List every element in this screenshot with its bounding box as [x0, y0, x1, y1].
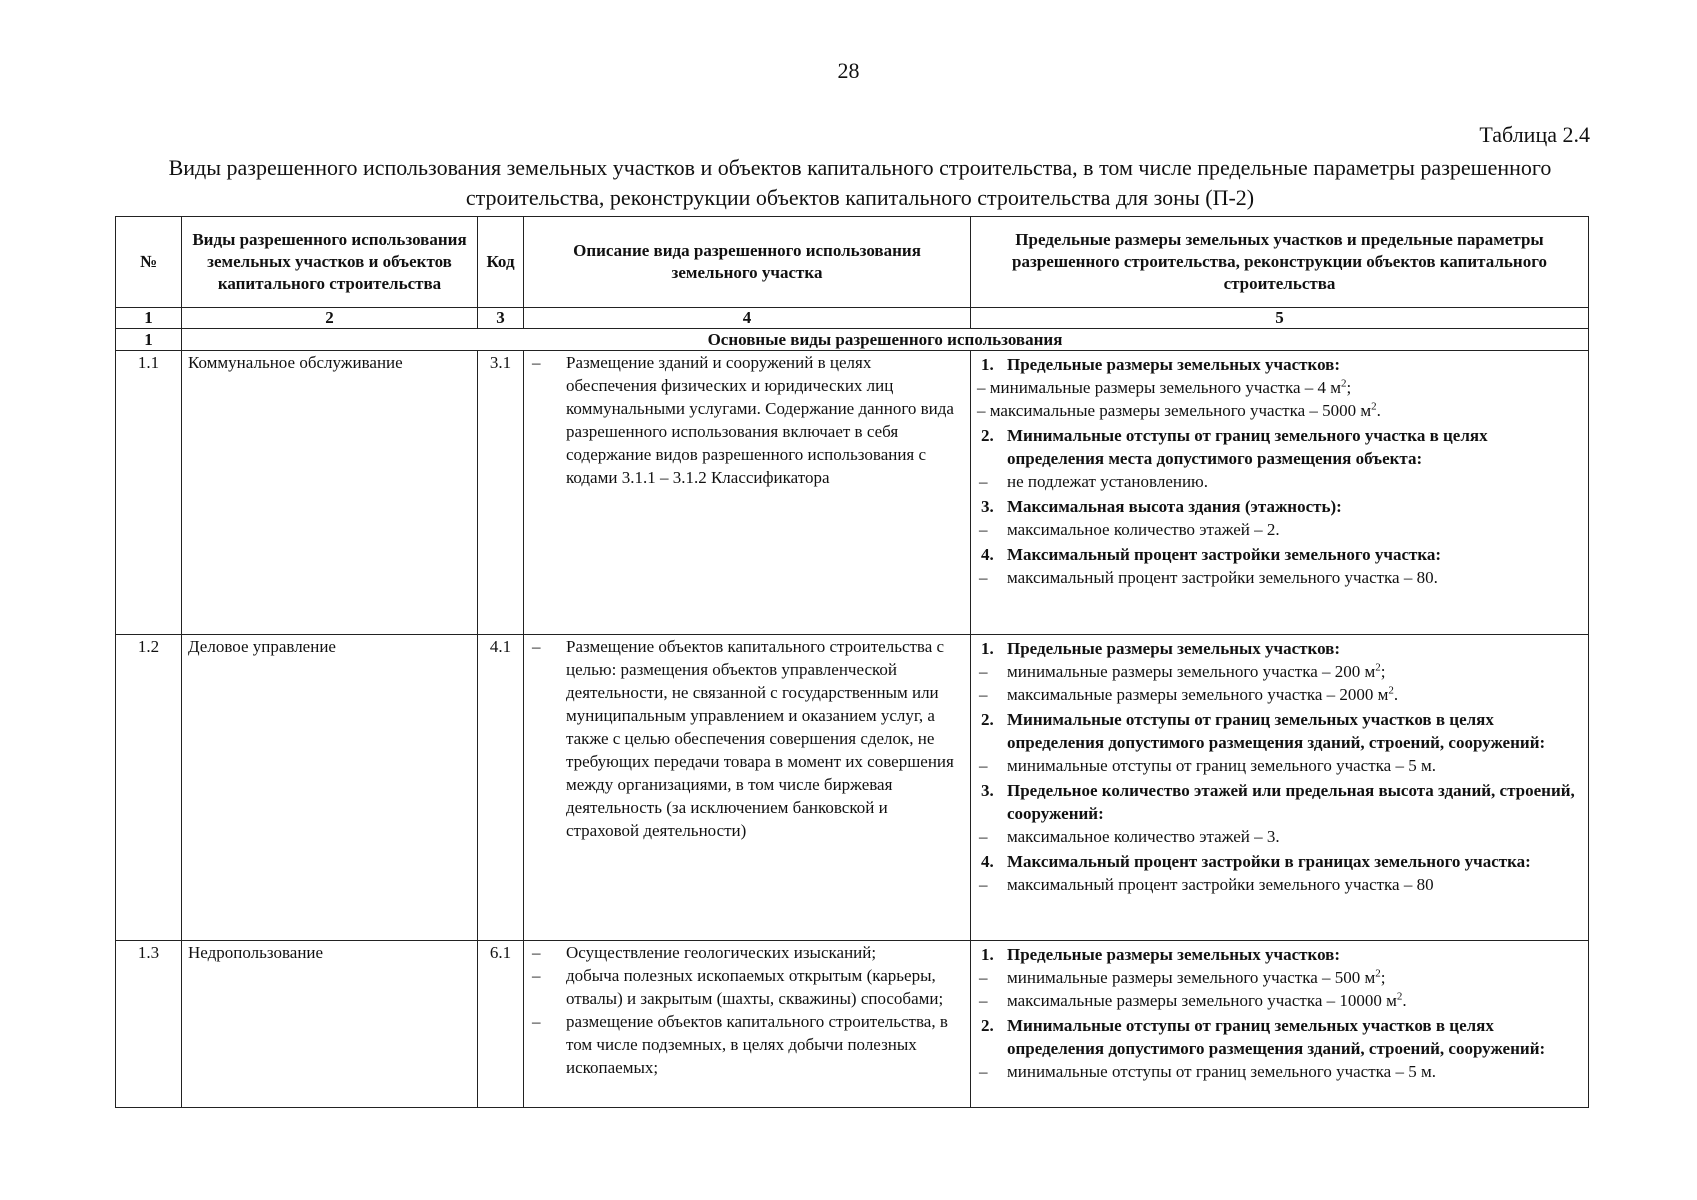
- param-heading: 2. Минимальные отступы от границ земельных участков в целях определения допустимого размещения зданий, строений, сооружений:: [981, 710, 1546, 752]
- param-item: – максимальные размеры земельного участка – 5000 $м^2$.: [977, 400, 1381, 420]
- param-heading: 3. Предельное количество этажей или предельная высота зданий, строений, сооружений:: [981, 781, 1575, 823]
- param-item: – максимальный процент застройки земельного участка – 80.: [979, 568, 1438, 587]
- param-item: – максимальное количество этажей – 3.: [979, 827, 1280, 846]
- param-heading: 4. Максимальный процент застройки в границах земельного участка:: [981, 852, 1531, 871]
- table-label: Таблица 2.4: [1479, 122, 1590, 147]
- column-number: 2: [182, 308, 478, 329]
- param-heading: 2. Минимальные отступы от границ земельных участков в целях определения допустимого размещения зданий, строений, сооружений:: [981, 1016, 1546, 1058]
- section-num: 1: [116, 329, 182, 351]
- table-row: [116, 941, 1589, 1108]
- description-item: – размещение объектов капитального строительства, в том числе подземных, в целях добычи полезных ископаемых;: [532, 1012, 948, 1077]
- param-heading: 1. Предельные размеры земельных участков:: [981, 639, 1341, 658]
- section-row: [116, 329, 1589, 351]
- row-description: [524, 941, 971, 1108]
- row-num: 1.3: [116, 941, 182, 1108]
- description-item: – Размещение зданий и сооружений в целях обеспечения физических и юридических лиц коммунальными услугами. Содержание данного вида разрешенного использования включает в себя содержание видов разрешенного использования с кодами 3.1.1 – 3.1.2 Классификатора: [532, 353, 954, 487]
- section-title: Основные виды разрешенного использования: [182, 329, 1589, 351]
- row-num: 1.1: [116, 351, 182, 635]
- param-item: – минимальные отступы от границ земельного участка – 5 м.: [979, 756, 1436, 775]
- param-item: – максимальный процент застройки земельного участка – 80: [979, 875, 1434, 894]
- param-item: – максимальное количество этажей – 2.: [979, 520, 1280, 539]
- row-code: 3.1: [478, 351, 524, 635]
- row-code: 6.1: [478, 941, 524, 1108]
- param-item: – максимальные размеры земельного участка – 10000 $м^2$.: [979, 990, 1407, 1010]
- row-params: [971, 351, 1589, 635]
- param-heading: 1. Предельные размеры земельных участков:: [981, 355, 1341, 374]
- description-item: – Осуществление геологических изысканий;: [532, 943, 877, 962]
- row-params: [971, 941, 1589, 1108]
- row-params: [971, 635, 1589, 941]
- header-params: Предельные размеры земельных участков и предельные параметры разрешенного строительства, реконструкции объектов капитального строительства: [971, 217, 1589, 308]
- param-heading: 1. Предельные размеры земельных участков:: [981, 945, 1341, 964]
- table-row: [116, 635, 1589, 941]
- param-item: – не подлежат установлению.: [979, 472, 1209, 491]
- param-item: – минимальные размеры земельного участка – 200 $м^2$;: [979, 661, 1386, 681]
- param-item: – максимальные размеры земельного участка – 2000 $м^2$.: [979, 684, 1399, 704]
- row-name: Коммунальное обслуживание: [182, 351, 478, 635]
- column-number: 5: [971, 308, 1589, 329]
- param-heading: 3. Максимальная высота здания (этажность):: [981, 497, 1342, 516]
- row-description: [524, 635, 971, 941]
- description-item: – добыча полезных ископаемых открытым (карьеры, отвалы) и закрытым (шахты, скважины) способами;: [532, 966, 944, 1008]
- param-heading: 2. Минимальные отступы от границ земельного участка в целях определения места допустимого размещения объекта:: [981, 426, 1488, 468]
- row-name: Деловое управление: [182, 635, 478, 941]
- description-item: – Размещение объектов капитального строительства с целью: размещения объектов управленческой деятельности, не связанной с государственным или муниципальным управлением и оказанием услуг, а также с целью обеспечения совершения сделок, не требующих передачи товара в момент их совершения между организациями, в том числе биржевая деятельность (за исключением банковской и страховой деятельности): [532, 637, 954, 840]
- header-kind: Виды разрешенного использования земельных участков и объектов капитального строительства: [182, 217, 478, 308]
- header-code: Код: [478, 217, 524, 308]
- column-number: 4: [524, 308, 971, 329]
- header-row: [116, 217, 1589, 308]
- column-number-row: [116, 308, 1589, 329]
- header-num: №: [116, 217, 182, 308]
- row-name: Недропользование: [182, 941, 478, 1108]
- table-title: Виды разрешенного использования земельных участков и объектов капитального строительства, в том числе предельные параметры разрешенного строительства, реконструкции объектов капитального строительства для зоны (П-2): [168, 155, 1552, 210]
- zoning-table: [115, 216, 1589, 1108]
- row-num: 1.2: [116, 635, 182, 941]
- row-code: 4.1: [478, 635, 524, 941]
- page-number: 28: [837, 58, 860, 83]
- param-heading: 4. Максимальный процент застройки земельного участка:: [981, 545, 1442, 564]
- param-item: – минимальные отступы от границ земельного участка – 5 м.: [979, 1062, 1436, 1081]
- column-number: 1: [116, 308, 182, 329]
- header-desc: Описание вида разрешенного использования земельного участка: [524, 217, 971, 308]
- param-item: – минимальные размеры земельного участка – 4 $м^2$;: [977, 377, 1352, 397]
- column-number: 3: [478, 308, 524, 329]
- row-description: [524, 351, 971, 635]
- param-item: – минимальные размеры земельного участка – 500 $м^2$;: [979, 967, 1386, 987]
- table-row: [116, 351, 1589, 635]
